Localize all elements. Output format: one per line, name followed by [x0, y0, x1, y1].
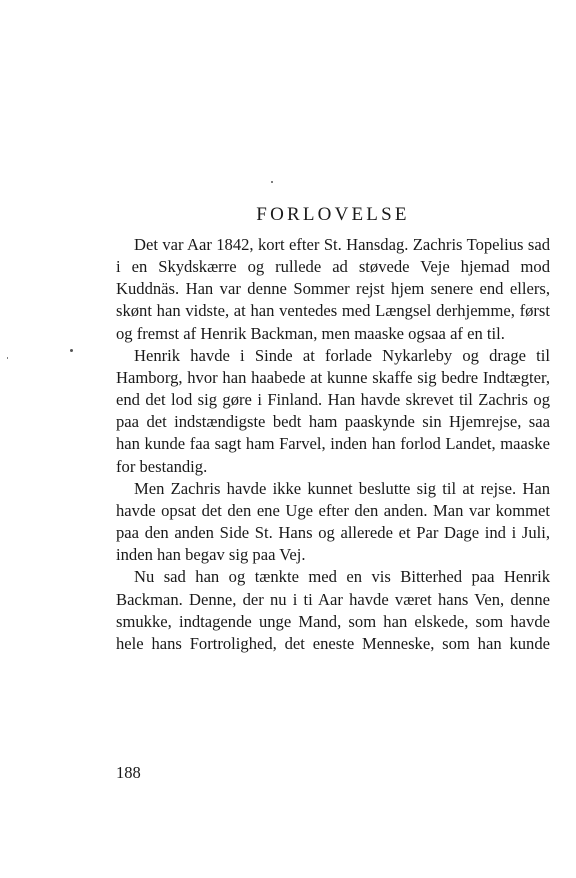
paragraph: Det var Aar 1842, kort efter St. Hansdag. Zachris Topelius sad i en Skydskærre og rullede ad støvede Veje hjemad mod Kuddnäs. Han var denne Sommer rejst hjem senere end ellers, skønt han vidste, at han ventedes med Længsel derhjemme, først og fremst af Henrik Backman, men maaske ogsaa af en til. — [116, 235, 550, 343]
print-speck — [271, 181, 273, 183]
paragraph: Nu sad han og tænkte med en vis Bitterhed paa Henrik Backman. Denne, der nu i ti Aar havde været hans Ven, denne smukke, indtagende unge Mand, som han elskede, som havde hele hans Fortrolighed, det eneste Menneske, som han kunde — [116, 567, 550, 653]
paragraph: Henrik havde i Sinde at forlade Nykarleby og drage til Hamborg, hvor han haabede at kunne skaffe sig bedre Indtægter, end det lod sig gøre i Finland. Han havde skrevet til Zachris og paa det indstændigste bedt ham paaskynde sin Hjemrejse, saa han kunde faa sagt ham Farvel, inden han forlod Landet, maaske for bestandig. — [116, 345, 550, 476]
chapter-body — [116, 234, 550, 655]
paragraph: Men Zachris havde ikke kunnet beslutte sig til at rejse. Han havde opsat det den ene Uge efter den anden. Man var kommet paa den anden Side St. Hans og allerede et Par Dage ind i Juli, inden han begav sig paa Vej. — [116, 478, 550, 565]
chapter-title: FORLOVELSE — [256, 204, 410, 225]
page-number: 188 — [116, 763, 141, 782]
print-speck — [70, 349, 73, 352]
print-speck — [7, 357, 8, 359]
